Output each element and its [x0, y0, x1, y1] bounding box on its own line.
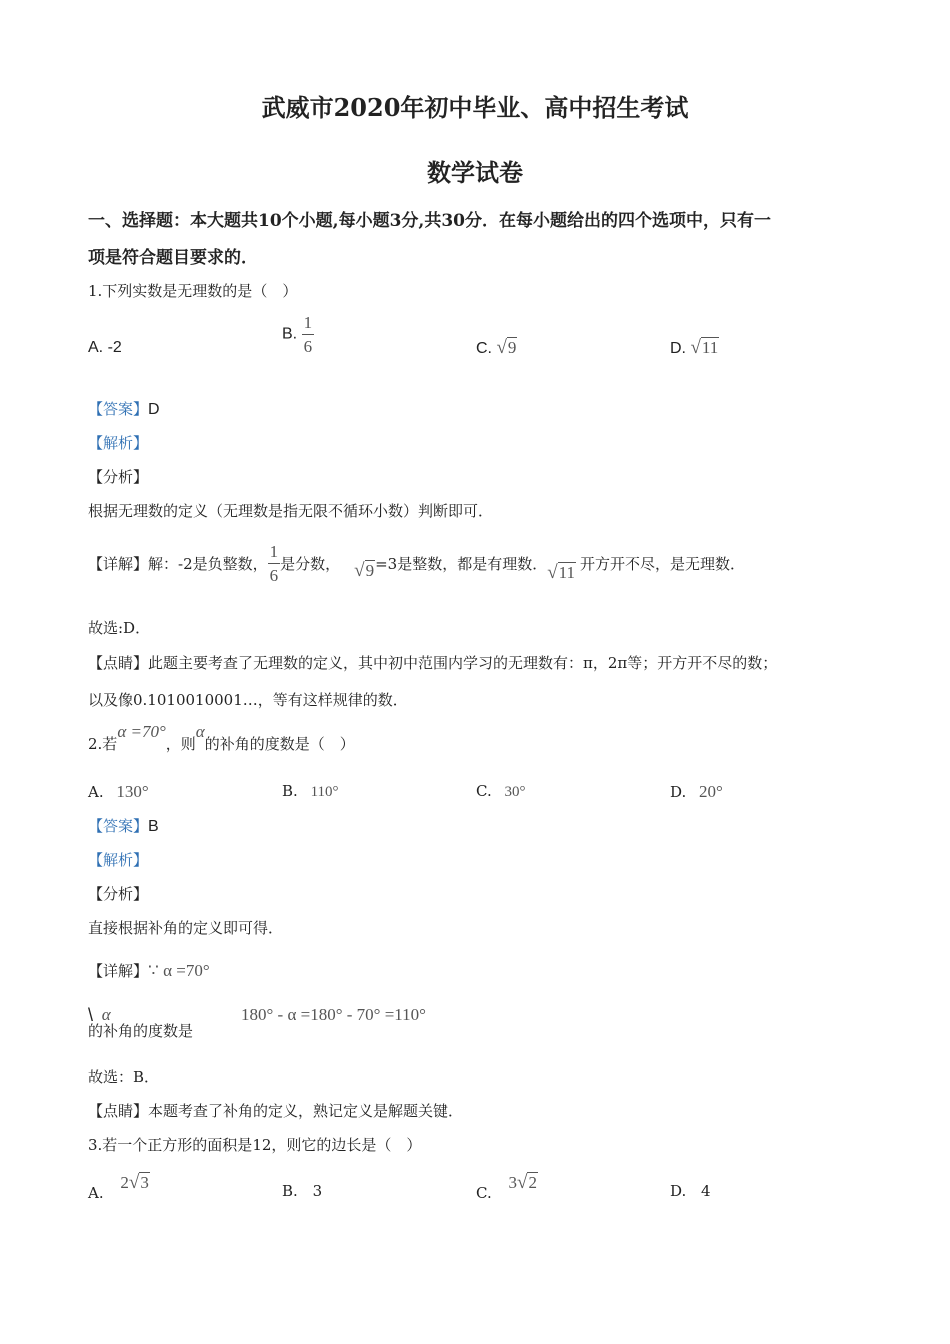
section-heading-line2: 项是符合题目要求的． — [88, 248, 258, 268]
q2-step-math: 180° - α =180° - 70° =110° — [241, 1005, 426, 1024]
q2-question-prefix: 2.若 — [88, 735, 118, 753]
page-title: 武威市2020年初中毕业、高中招生考试 — [261, 93, 689, 122]
q2-question-mid: ，则 — [165, 735, 196, 753]
sqrt-sign-icon: √ — [517, 1172, 528, 1193]
q1-detail-tag: 【详解】 — [88, 555, 149, 573]
q2-dianjing-text: 本题考查了补角的定义，熟记定义是解题关键． — [148, 1102, 464, 1120]
q2-question-math2: α — [195, 722, 205, 741]
q2-question-math1: α =70° — [117, 722, 166, 741]
q1-detail-numerator: 1 — [268, 543, 281, 564]
q2-option-a-value: 130° — [116, 782, 149, 801]
q2-option-c — [476, 782, 526, 801]
q1-analysis-tag: 【解析】 — [88, 434, 149, 452]
q3-option-a — [88, 1172, 150, 1202]
q2-option-d-label: D. — [670, 783, 687, 801]
q1-option-b-label: B. — [282, 325, 298, 343]
q1-dianjing-tag: 【点睛】 — [88, 654, 149, 672]
q1-dianjing-text1: 此题主要考查了无理数的定义，其中初中范围内学习的无理数有：π，2π等；开方开不尽的数； — [148, 654, 778, 672]
q1-detail-fraction — [268, 543, 281, 584]
q2-option-b-value: 110° — [310, 784, 339, 800]
q2-question-suffix: 的补角的度数是（ ） — [204, 735, 355, 753]
q3-option-c — [476, 1172, 538, 1202]
q1-dianjing-text2: 以及像0.1010010001…，等有这样规律的数． — [88, 691, 408, 709]
q3-option-b-value: 3 — [312, 1182, 323, 1200]
q2-step-symbol: \ — [88, 1005, 94, 1025]
q2-dianjing — [88, 1100, 463, 1121]
sqrt-sign-icon: √ — [128, 1172, 140, 1193]
q1-detail-sqrt9 — [354, 560, 375, 582]
q3-option-c-radicand: 2 — [528, 1173, 537, 1192]
q1-detail-part3: =3是整数，都是有理数． — [375, 555, 548, 573]
sqrt-sign-icon: √ — [354, 559, 365, 581]
q2-analysis-tag: 【解析】 — [88, 851, 149, 869]
q2-fenxi-text: 直接根据补角的定义即可得． — [88, 919, 284, 937]
q2-answer — [88, 815, 159, 836]
q1-fenxi-tag: 【分析】 — [88, 468, 149, 486]
q2-option-d-value: 20° — [699, 782, 723, 801]
q3-option-c-label: C. — [476, 1184, 492, 1202]
q2-option-b — [282, 782, 339, 801]
q1-choose: 故选:D． — [88, 619, 151, 637]
q1-option-d-radicand: 11 — [701, 338, 719, 357]
q1-detail-part4: 开方开不尽，是无理数． — [580, 555, 746, 573]
q2-choose: 故选：B． — [88, 1068, 160, 1086]
sqrt-sign-icon: √ — [690, 337, 701, 358]
q1-option-c-sqrt — [496, 337, 517, 359]
q2-option-c-value: 30° — [504, 784, 526, 800]
q1-option-a-label: A. — [88, 339, 104, 356]
q1-option-a-value: -2 — [107, 339, 122, 356]
q3-option-d-label: D. — [670, 1182, 687, 1200]
q1-detail-denominator: 6 — [269, 566, 279, 585]
q1-detail-part2: 是分数， — [280, 555, 341, 573]
q3-option-b-label: B. — [282, 1182, 298, 1200]
q1-fenxi-text: 根据无理数的定义（无理数是指无限不循环小数）判断即可． — [88, 502, 494, 520]
q2-answer-value: B — [148, 818, 159, 835]
q3-option-b — [282, 1182, 322, 1200]
q2-step-text: 的补角的度数是 — [88, 1022, 194, 1040]
q2-detail — [88, 960, 210, 981]
q1-dianjing — [88, 652, 777, 673]
q1-answer — [88, 398, 160, 419]
q1-answer-tag: 【答案】 — [88, 400, 149, 418]
q1-detail-radicand-9: 9 — [365, 560, 375, 580]
q1-option-d — [670, 337, 719, 359]
section-heading-line1: 一、选择题：本大题共10个小题,每小题3分,共30分．在每小题给出的四个选项中，只有一 — [88, 211, 771, 231]
q2-option-d — [670, 782, 723, 802]
q2-detail-tag: 【详解】 — [88, 962, 149, 980]
q1-option-c-label: C. — [476, 340, 492, 357]
q2-step-alpha: α — [101, 1005, 111, 1024]
q1-option-b-denominator: 6 — [303, 337, 313, 356]
q1-option-a — [88, 339, 122, 357]
q3-option-a-sqrt — [129, 1172, 150, 1194]
q3-option-a-radicand: 3 — [140, 1173, 149, 1192]
q1-detail-part1: 解：-2是负整数， — [148, 555, 268, 573]
q1-option-b-fraction — [302, 314, 315, 355]
q2-option-b-label: B. — [282, 782, 298, 800]
q2-option-a — [88, 782, 149, 802]
q3-option-c-sqrt — [517, 1172, 538, 1194]
sqrt-sign-icon: √ — [547, 561, 558, 583]
q3-option-d-value: 4 — [701, 1182, 711, 1200]
q2-question — [88, 722, 355, 754]
q2-dianjing-tag: 【点睛】 — [88, 1102, 149, 1120]
q2-fenxi-tag: 【分析】 — [88, 885, 149, 903]
q2-detail-math: ∵ α =70° — [148, 961, 210, 980]
q1-option-b — [282, 314, 314, 355]
q1-answer-value: D — [148, 401, 160, 418]
q1-option-d-label: D. — [670, 340, 686, 357]
q2-answer-tag: 【答案】 — [88, 817, 149, 835]
q2-option-c-label: C. — [476, 782, 492, 800]
q1-option-c-radicand: 9 — [507, 338, 517, 357]
q3-option-c-coef: 3 — [508, 1173, 517, 1192]
q3-question: 3.若一个正方形的面积是12，则它的边长是（ ） — [88, 1136, 422, 1154]
q1-option-d-sqrt — [690, 337, 719, 359]
q1-detail-radicand-11: 11 — [558, 562, 576, 582]
q3-option-a-label: A. — [88, 1184, 104, 1202]
q1-detail-sqrt11 — [547, 562, 576, 584]
q1-option-c — [476, 337, 517, 359]
q1-question: 1.下列实数是无理数的是（ ） — [88, 282, 298, 300]
q1-detail — [88, 543, 745, 584]
q3-option-d — [670, 1182, 711, 1200]
q3-option-a-coef: 2 — [120, 1173, 129, 1192]
q2-option-a-label: A. — [88, 783, 104, 801]
page-subtitle: 数学试卷 — [427, 158, 523, 187]
q1-option-b-numerator: 1 — [302, 314, 315, 335]
sqrt-sign-icon: √ — [496, 337, 507, 358]
